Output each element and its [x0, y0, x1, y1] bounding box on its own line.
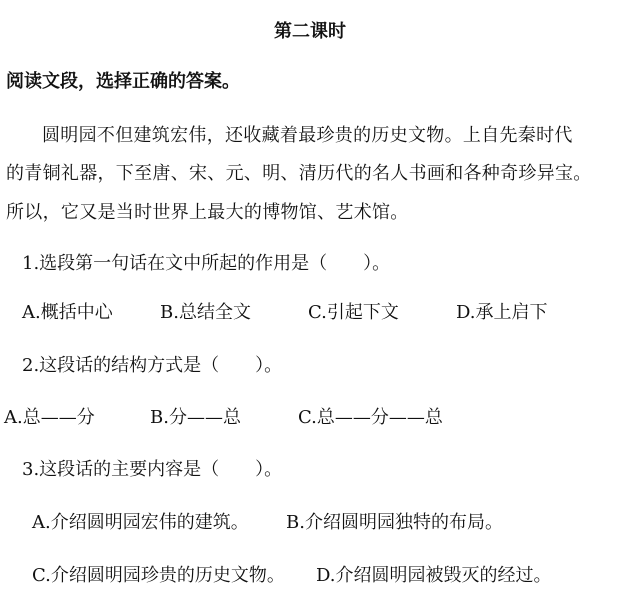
- passage-line: 的青铜礼器，下至唐、宋、元、明、清历代的名人书画和各种奇珍异宝。: [6, 163, 592, 184]
- option-c[interactable]: C.引起下文: [308, 302, 399, 323]
- question-prompt: 3.这段话的主要内容是（ ）。: [22, 459, 283, 480]
- option-c[interactable]: C.介绍圆明园珍贵的历史文物。: [32, 565, 285, 586]
- option-d[interactable]: D.承上启下: [456, 302, 548, 323]
- passage-line: 所以，它又是当时世界上最大的博物馆、艺术馆。: [6, 202, 409, 223]
- page-title: 第二课时: [274, 21, 346, 42]
- option-c[interactable]: C.总——分——总: [298, 407, 443, 428]
- option-d[interactable]: D.介绍圆明园被毁灭的经过。: [316, 565, 552, 586]
- instruction-text: 阅读文段，选择正确的答案。: [6, 71, 240, 92]
- question-prompt: 2.这段话的结构方式是（ ）。: [22, 355, 283, 376]
- passage-line: 圆明园不但建筑宏伟，还收藏着最珍贵的历史文物。上自先秦时代: [42, 125, 573, 146]
- option-b[interactable]: B.分——总: [150, 407, 241, 428]
- question-prompt: 1.选段第一句话在文中所起的作用是（ ）。: [22, 253, 391, 274]
- option-a[interactable]: A.概括中心: [22, 302, 113, 323]
- option-a[interactable]: A.总——分: [4, 407, 95, 428]
- option-b[interactable]: B.总结全文: [160, 302, 251, 323]
- option-a[interactable]: A.介绍圆明园宏伟的建筑。: [32, 512, 249, 533]
- option-b[interactable]: B.介绍圆明园独特的布局。: [286, 512, 503, 533]
